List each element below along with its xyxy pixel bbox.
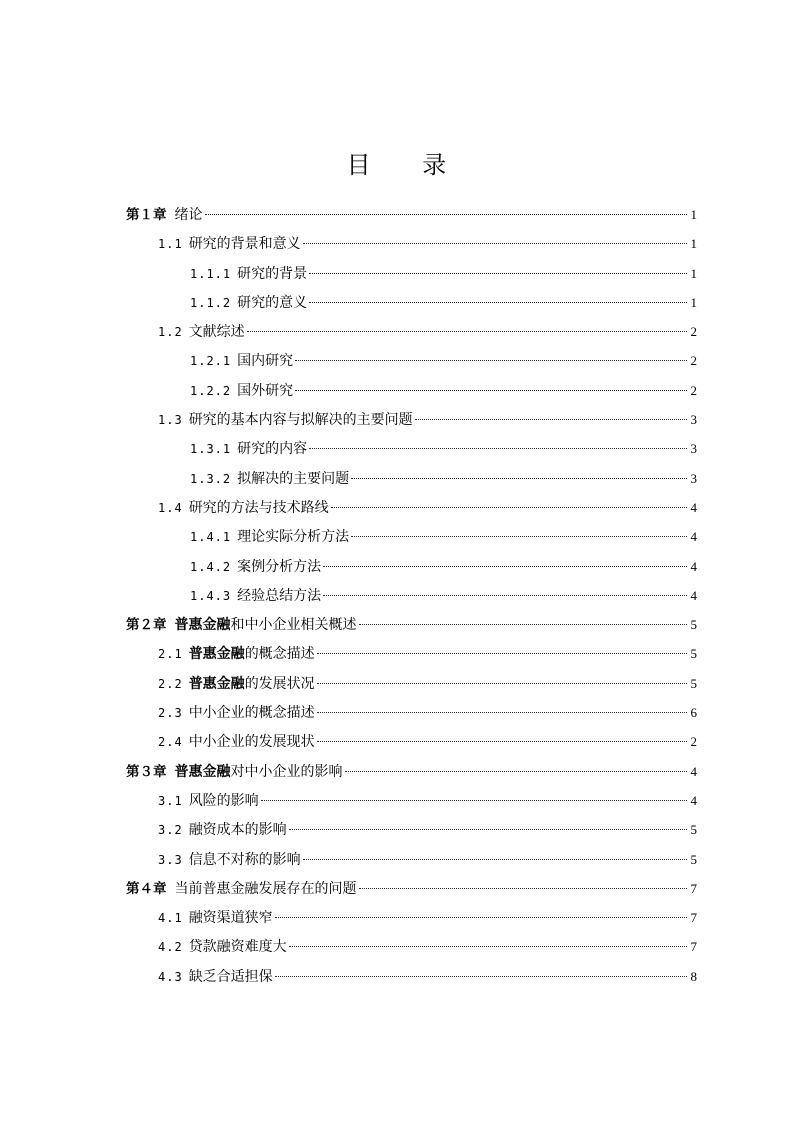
toc-entry-number: 1.3: [158, 413, 183, 428]
toc-page-number: 4: [690, 792, 697, 808]
dot-leader: [331, 507, 687, 508]
toc-entry-number: 第２章: [126, 617, 167, 634]
toc-entry-number: 1.2.1: [190, 354, 232, 369]
toc-entry-number: 3.2: [158, 823, 183, 838]
toc-entry-number: 4.1: [158, 911, 183, 926]
toc-chapter-entry[interactable]: [126, 200, 697, 229]
toc-entry-number: 1.2: [158, 325, 183, 340]
toc-entry-number: 2.4: [158, 735, 183, 750]
toc-page-number: 3: [690, 470, 697, 486]
toc-section-entry[interactable]: [126, 786, 697, 815]
toc-chapter-entry[interactable]: [126, 874, 697, 903]
dot-leader: [247, 331, 687, 332]
toc-section-entry[interactable]: [126, 259, 697, 288]
dot-leader: [351, 478, 687, 479]
toc-section-entry[interactable]: [126, 727, 697, 756]
toc-page-number: 8: [690, 968, 697, 984]
dot-leader: [309, 448, 687, 449]
toc-entry-number: 1.2.2: [190, 383, 232, 398]
toc-entry-title: 缺乏合适担保: [188, 968, 273, 985]
toc-entry-number: 2.3: [158, 706, 183, 721]
toc-section-entry[interactable]: [126, 434, 697, 463]
toc-section-entry[interactable]: [126, 845, 697, 874]
toc-section-entry[interactable]: [126, 962, 697, 991]
toc-entry-number: 第４章: [126, 880, 167, 897]
toc-entry-number: 3.3: [158, 852, 183, 867]
toc-page-number: 7: [690, 910, 697, 926]
dot-leader: [415, 419, 687, 420]
toc-section-entry[interactable]: [126, 903, 697, 932]
toc-entry-number: 第１章: [126, 207, 167, 223]
toc-entry-title: 案例分析方法: [237, 558, 322, 575]
toc-entry-title: 经验总结方法: [237, 587, 322, 604]
toc-entry-title: 研究的基本内容与拟解决的主要问题: [188, 412, 413, 429]
toc-entry-title: 拟解决的主要问题: [237, 470, 350, 487]
toc-section-entry[interactable]: [126, 405, 697, 434]
toc-entry-title: 融资成本的影响: [188, 822, 287, 839]
toc-page-number: 4: [690, 587, 697, 603]
toc-entry-number: 4.2: [158, 940, 183, 955]
toc-entry-bold-text: 普惠金融: [188, 646, 245, 663]
toc-entry-title: 研究的背景和意义: [188, 236, 301, 253]
toc-page-number: 3: [690, 412, 697, 428]
toc-page-number: 2: [690, 382, 697, 398]
toc-page-number: 3: [690, 441, 697, 457]
toc-entry-title: 理论实际分析方法: [237, 529, 350, 546]
toc-entry-title: 贷款融资难度大: [188, 939, 287, 956]
dot-leader: [205, 214, 688, 215]
toc-entry-title: 研究的方法与技术路线: [188, 499, 329, 516]
dot-leader: [289, 829, 687, 830]
toc-page-number: 4: [690, 763, 697, 779]
toc-page-number: 4: [690, 499, 697, 515]
toc-section-entry[interactable]: [126, 493, 697, 522]
toc-entry-title: 的发展状况: [244, 675, 315, 692]
toc-entry-title: 研究的内容: [237, 441, 308, 458]
toc-entry-title: 国外研究: [237, 382, 294, 399]
toc-page-number: 2: [690, 353, 697, 369]
toc-entry-number: 1.4.2: [190, 559, 232, 574]
dot-leader: [359, 888, 688, 889]
toc-entry-title: 文献综述: [188, 324, 245, 341]
toc-chapter-entry[interactable]: [126, 757, 697, 786]
dot-leader: [323, 595, 687, 596]
dot-leader: [275, 917, 687, 918]
toc-page-number: 1: [690, 207, 697, 222]
toc-page-number: 5: [690, 646, 697, 662]
toc-page-number: 5: [690, 851, 697, 867]
toc-page-number: 7: [690, 939, 697, 955]
toc-section-entry[interactable]: [126, 698, 697, 727]
dot-leader: [317, 653, 687, 654]
toc-chapter-entry[interactable]: [126, 610, 697, 639]
toc-entry-title: 绪论: [174, 207, 203, 223]
dot-leader: [303, 243, 687, 244]
dot-leader: [323, 566, 687, 567]
toc-entry-title: 对中小企业的影响: [230, 763, 343, 780]
dot-leader: [295, 360, 687, 361]
dot-leader: [275, 976, 687, 977]
toc-page-number: 2: [690, 734, 697, 750]
dot-leader: [317, 741, 687, 742]
toc-entry-number: 1.4.1: [190, 530, 232, 545]
toc-section-entry[interactable]: [126, 464, 697, 493]
dot-leader: [303, 859, 687, 860]
dot-leader: [309, 302, 687, 303]
toc-entry-title: 风险的影响: [188, 792, 259, 809]
toc-entry-title: 国内研究: [237, 353, 294, 370]
toc-section-entry[interactable]: [126, 376, 697, 405]
table-of-contents: [126, 200, 697, 991]
dot-leader: [351, 536, 687, 537]
toc-entry-number: 1.3.1: [190, 442, 232, 457]
toc-entry-number: 2.1: [158, 647, 183, 662]
toc-entry-bold-text: 普惠金融: [188, 675, 245, 692]
toc-section-entry[interactable]: [126, 317, 697, 346]
page-title: 目 录: [346, 151, 469, 179]
toc-entry-title: 中小企业的概念描述: [188, 705, 315, 722]
dot-leader: [289, 946, 687, 947]
toc-entry-title: 融资渠道狭窄: [188, 910, 273, 927]
toc-entry-title: 的概念描述: [244, 646, 315, 663]
toc-entry-number: 1.4: [158, 500, 183, 515]
dot-leader: [295, 390, 687, 391]
toc-page-number: 4: [690, 529, 697, 545]
toc-page-number: 1: [690, 294, 697, 310]
toc-entry-number: 1.1: [158, 237, 183, 252]
dot-leader: [261, 800, 687, 801]
toc-page-number: 5: [690, 822, 697, 838]
dot-leader: [359, 624, 688, 625]
toc-entry-title: 信息不对称的影响: [188, 851, 301, 868]
toc-entry-number: 4.3: [158, 969, 183, 984]
toc-entry-number: 1.1.2: [190, 295, 232, 310]
toc-entry-number: 1.4.3: [190, 588, 232, 603]
toc-entry-number: 第３章: [126, 763, 167, 780]
toc-section-entry[interactable]: [126, 229, 697, 258]
toc-section-entry[interactable]: [126, 639, 697, 668]
toc-section-entry[interactable]: [126, 552, 697, 581]
toc-entry-number: 2.2: [158, 676, 183, 691]
toc-entry-title: 当前普惠金融发展存在的问题: [174, 880, 357, 897]
toc-page-number: 1: [690, 265, 697, 281]
toc-page-number: 2: [690, 324, 697, 340]
toc-entry-number: 3.1: [158, 793, 183, 808]
dot-leader: [309, 273, 687, 274]
toc-entry-number: 1.1.1: [190, 266, 232, 281]
toc-section-entry[interactable]: [126, 815, 697, 844]
toc-section-entry[interactable]: [126, 288, 697, 317]
toc-page-number: 6: [690, 705, 697, 721]
toc-page-number: 5: [690, 675, 697, 691]
toc-section-entry[interactable]: [126, 669, 697, 698]
toc-entry-bold-text: 普惠金融: [174, 763, 231, 780]
toc-section-entry[interactable]: [126, 522, 697, 551]
toc-page-number: 7: [690, 880, 697, 896]
toc-section-entry[interactable]: [126, 581, 697, 610]
toc-entry-title: 研究的意义: [237, 294, 308, 311]
toc-entry-title: 研究的背景: [237, 265, 308, 282]
toc-section-entry[interactable]: [126, 346, 697, 375]
toc-entry-title: 中小企业的发展现状: [188, 734, 315, 751]
toc-page-number: 4: [690, 558, 697, 574]
dot-leader: [345, 771, 688, 772]
toc-page-number: 5: [690, 617, 697, 633]
toc-section-entry[interactable]: [126, 932, 697, 961]
toc-page-number: 1: [690, 236, 697, 252]
toc-entry-bold-text: 普惠金融: [174, 617, 231, 634]
dot-leader: [317, 712, 687, 713]
toc-entry-title: 和中小企业相关概述: [230, 617, 357, 634]
toc-entry-number: 1.3.2: [190, 471, 232, 486]
dot-leader: [317, 683, 687, 684]
